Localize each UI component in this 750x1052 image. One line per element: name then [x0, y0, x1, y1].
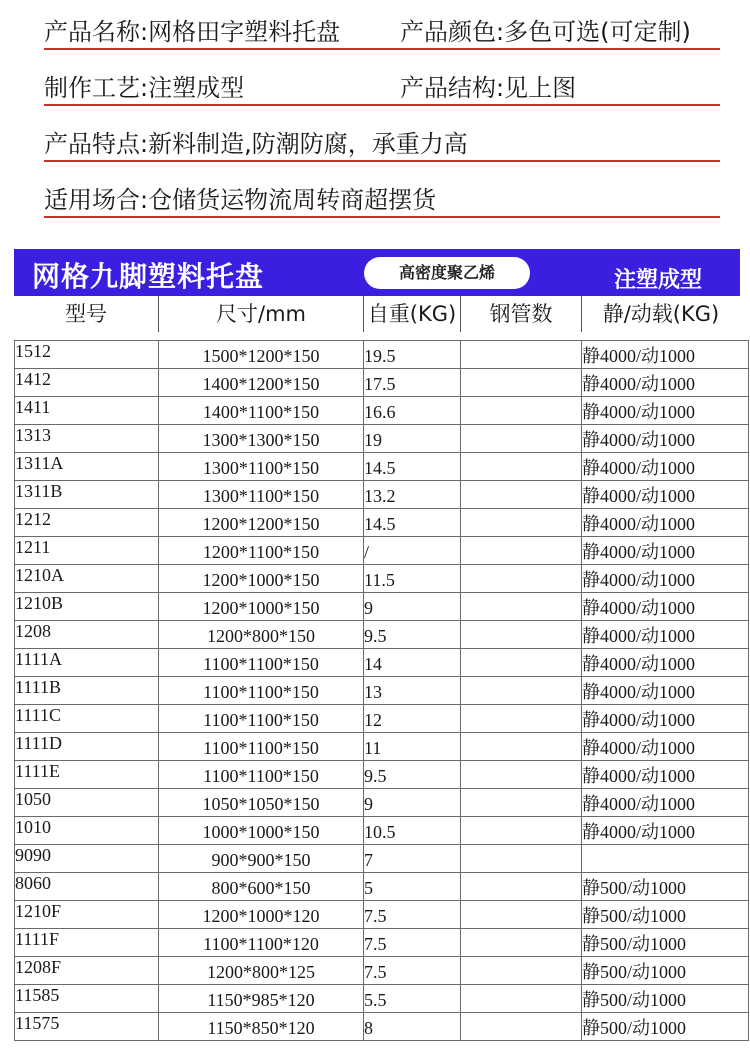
cell-tubes: [461, 789, 582, 817]
cell-tubes: [461, 565, 582, 593]
cell-weight: 7.5: [364, 929, 461, 957]
cell-size: 1200*800*125: [159, 957, 364, 985]
cell-tubes: [461, 957, 582, 985]
table-row: [15, 985, 749, 1013]
cell-size: 1300*1100*150: [159, 481, 364, 509]
table-row: [15, 341, 749, 369]
cell-weight: 13.2: [364, 481, 461, 509]
cell-tubes: [461, 985, 582, 1013]
cell-weight: 16.6: [364, 397, 461, 425]
table-row: [15, 817, 749, 845]
cell-weight: 12: [364, 705, 461, 733]
table-row: [15, 677, 749, 705]
cell-weight: 14.5: [364, 453, 461, 481]
product-banner: [14, 249, 740, 296]
product-color: 产品颜色:多色可选(可定制): [400, 18, 691, 46]
cell-load: 静4000/动1000: [582, 341, 749, 369]
cell-model: 1311B: [15, 481, 159, 509]
cell-tubes: [461, 341, 582, 369]
cell-tubes: [461, 873, 582, 901]
info-line-process-structure: [44, 68, 720, 118]
product-features: 产品特点:新料制造,防潮防腐，承重力高: [44, 130, 468, 158]
cell-weight: 11: [364, 733, 461, 761]
cell-load: 静4000/动1000: [582, 705, 749, 733]
cell-size: 1050*1050*150: [159, 789, 364, 817]
cell-model: 1208: [15, 621, 159, 649]
cell-load: 静500/动1000: [582, 901, 749, 929]
cell-model: 8060: [15, 873, 159, 901]
cell-size: 1100*1100*150: [159, 649, 364, 677]
cell-model: 1313: [15, 425, 159, 453]
cell-model: 11575: [15, 1013, 159, 1041]
table-row: [15, 425, 749, 453]
cell-model: 1010: [15, 817, 159, 845]
info-line-name-color: [44, 12, 720, 62]
cell-size: 1400*1100*150: [159, 397, 364, 425]
cell-weight: 5.5: [364, 985, 461, 1013]
cell-tubes: [461, 901, 582, 929]
cell-weight: 9.5: [364, 621, 461, 649]
product-name: 产品名称:网格田字塑料托盘: [44, 18, 341, 46]
cell-model: 1210F: [15, 901, 159, 929]
cell-size: 1100*1100*120: [159, 929, 364, 957]
cell-tubes: [461, 1013, 582, 1041]
cell-model: 1210B: [15, 593, 159, 621]
cell-model: 1111C: [15, 705, 159, 733]
cell-load: 静4000/动1000: [582, 453, 749, 481]
cell-load: 静500/动1000: [582, 985, 749, 1013]
cell-model: 1111E: [15, 761, 159, 789]
cell-size: 1200*800*150: [159, 621, 364, 649]
cell-size: 1200*1000*150: [159, 593, 364, 621]
cell-size: 1200*1000*150: [159, 565, 364, 593]
column-header-size: 尺寸/mm: [216, 302, 306, 326]
cell-tubes: [461, 761, 582, 789]
cell-load: 静4000/动1000: [582, 593, 749, 621]
cell-weight: 7.5: [364, 901, 461, 929]
cell-size: 800*600*150: [159, 873, 364, 901]
cell-model: 1210A: [15, 565, 159, 593]
cell-tubes: [461, 817, 582, 845]
cell-weight: 19.5: [364, 341, 461, 369]
table-row: [15, 957, 749, 985]
cell-tubes: [461, 453, 582, 481]
cell-weight: 9: [364, 789, 461, 817]
usage-scenarios: 适用场合:仓储货运物流周转商超摆货: [44, 186, 437, 214]
manufacturing-process: 制作工艺:注塑成型: [44, 74, 245, 102]
table-row: [15, 369, 749, 397]
cell-size: 900*900*150: [159, 845, 364, 873]
cell-weight: 10.5: [364, 817, 461, 845]
cell-load: 静500/动1000: [582, 1013, 749, 1041]
table-header: [14, 296, 740, 332]
table-row: [15, 565, 749, 593]
cell-model: 11585: [15, 985, 159, 1013]
cell-tubes: [461, 929, 582, 957]
material-badge: 高密度聚乙烯: [364, 257, 530, 289]
cell-weight: 14.5: [364, 509, 461, 537]
table-row: [15, 761, 749, 789]
cell-weight: 13: [364, 677, 461, 705]
table-row: [15, 509, 749, 537]
cell-tubes: [461, 733, 582, 761]
cell-load: 静4000/动1000: [582, 481, 749, 509]
table-row: [15, 649, 749, 677]
table-row: [15, 901, 749, 929]
table-row: [15, 481, 749, 509]
divider: [44, 160, 720, 162]
cell-weight: 8: [364, 1013, 461, 1041]
cell-model: 1208F: [15, 957, 159, 985]
cell-load: 静4000/动1000: [582, 425, 749, 453]
cell-model: 1050: [15, 789, 159, 817]
cell-size: 1150*850*120: [159, 1013, 364, 1041]
spec-table-body: [15, 341, 749, 1041]
column-header-tubes: 钢管数: [489, 302, 553, 326]
cell-size: 1100*1100*150: [159, 733, 364, 761]
cell-tubes: [461, 481, 582, 509]
cell-model: 1211: [15, 537, 159, 565]
cell-tubes: [461, 509, 582, 537]
cell-load: 静4000/动1000: [582, 621, 749, 649]
cell-tubes: [461, 425, 582, 453]
column-header-weight: 自重(KG): [367, 302, 457, 326]
cell-weight: 7.5: [364, 957, 461, 985]
cell-model: 1411: [15, 397, 159, 425]
cell-load: [582, 845, 749, 873]
table-row: [15, 733, 749, 761]
cell-load: 静4000/动1000: [582, 649, 749, 677]
cell-tubes: [461, 649, 582, 677]
cell-size: 1300*1300*150: [159, 425, 364, 453]
table-row: [15, 453, 749, 481]
cell-tubes: [461, 677, 582, 705]
info-line-features: [44, 124, 720, 174]
cell-load: 静4000/动1000: [582, 761, 749, 789]
cell-size: 1100*1100*150: [159, 705, 364, 733]
table-row: [15, 621, 749, 649]
cell-model: 1412: [15, 369, 159, 397]
cell-load: 静4000/动1000: [582, 509, 749, 537]
table-row: [15, 397, 749, 425]
cell-model: 1111D: [15, 733, 159, 761]
cell-model: 1512: [15, 341, 159, 369]
divider: [44, 104, 720, 106]
table-row: [15, 537, 749, 565]
cell-load: 静4000/动1000: [582, 565, 749, 593]
divider: [44, 216, 720, 218]
cell-size: 1300*1100*150: [159, 453, 364, 481]
cell-model: 1111F: [15, 929, 159, 957]
cell-load: 静500/动1000: [582, 873, 749, 901]
cell-size: 1100*1100*150: [159, 761, 364, 789]
table-row: [15, 705, 749, 733]
table-row: [15, 845, 749, 873]
cell-model: 9090: [15, 845, 159, 873]
cell-weight: 5: [364, 873, 461, 901]
cell-weight: 17.5: [364, 369, 461, 397]
cell-model: 1111A: [15, 649, 159, 677]
process-label: 注塑成型: [614, 268, 703, 293]
spec-table: [14, 340, 749, 1041]
cell-tubes: [461, 621, 582, 649]
cell-load: 静500/动1000: [582, 929, 749, 957]
cell-size: 1400*1200*150: [159, 369, 364, 397]
cell-weight: 9.5: [364, 761, 461, 789]
cell-weight: /: [364, 537, 461, 565]
cell-load: 静4000/动1000: [582, 537, 749, 565]
column-header-load: 静/动载(KG): [602, 302, 720, 326]
column-header-model: 型号: [65, 302, 107, 326]
cell-model: 1111B: [15, 677, 159, 705]
cell-tubes: [461, 845, 582, 873]
cell-size: 1000*1000*150: [159, 817, 364, 845]
cell-load: 静4000/动1000: [582, 397, 749, 425]
divider: [44, 48, 720, 50]
table-row: [15, 789, 749, 817]
table-row: [15, 593, 749, 621]
cell-tubes: [461, 593, 582, 621]
cell-weight: 19: [364, 425, 461, 453]
cell-model: 1311A: [15, 453, 159, 481]
cell-weight: 7: [364, 845, 461, 873]
cell-tubes: [461, 397, 582, 425]
cell-weight: 11.5: [364, 565, 461, 593]
banner-title: 网格九脚塑料托盘: [32, 260, 265, 293]
cell-size: 1200*1200*150: [159, 509, 364, 537]
cell-model: 1212: [15, 509, 159, 537]
cell-load: 静500/动1000: [582, 957, 749, 985]
table-row: [15, 1013, 749, 1041]
cell-size: 1150*985*120: [159, 985, 364, 1013]
cell-size: 1100*1100*150: [159, 677, 364, 705]
cell-load: 静4000/动1000: [582, 677, 749, 705]
info-line-usage: [44, 180, 720, 230]
cell-size: 1200*1000*120: [159, 901, 364, 929]
cell-tubes: [461, 705, 582, 733]
cell-weight: 9: [364, 593, 461, 621]
cell-load: 静4000/动1000: [582, 369, 749, 397]
product-structure: 产品结构:见上图: [400, 74, 577, 102]
cell-tubes: [461, 537, 582, 565]
cell-load: 静4000/动1000: [582, 733, 749, 761]
cell-tubes: [461, 369, 582, 397]
table-row: [15, 929, 749, 957]
cell-weight: 14: [364, 649, 461, 677]
cell-load: 静4000/动1000: [582, 817, 749, 845]
cell-size: 1200*1100*150: [159, 537, 364, 565]
cell-load: 静4000/动1000: [582, 789, 749, 817]
cell-size: 1500*1200*150: [159, 341, 364, 369]
table-row: [15, 873, 749, 901]
